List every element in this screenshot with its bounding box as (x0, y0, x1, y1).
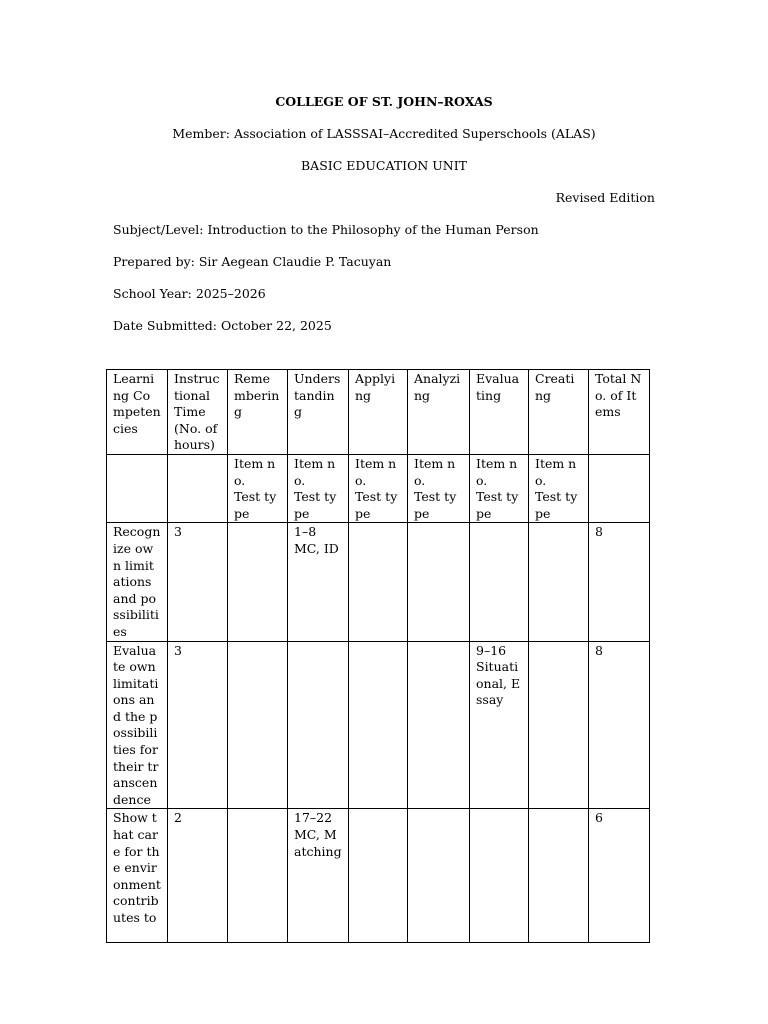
competency-cell: Recognize own limitations and possibilities (107, 523, 168, 641)
subheader-cell (589, 454, 650, 522)
evaluating-cell (470, 809, 529, 943)
subheader-evaluating: Item no. Test type (470, 454, 529, 522)
remembering-cell (228, 809, 288, 943)
edition-label: Revised Edition (555, 190, 655, 205)
subheader-applying: Item no. Test type (349, 454, 408, 522)
applying-cell (349, 641, 408, 809)
competency-cell: Show that care for the environment contributes to (107, 809, 168, 943)
time-cell: 3 (168, 523, 228, 641)
applying-cell (349, 523, 408, 641)
date-submitted: Date Submitted: October 22, 2025 (113, 318, 332, 333)
header-applying: Applying (349, 370, 408, 455)
table-row (107, 809, 650, 943)
unit-name: BASIC EDUCATION UNIT (300, 158, 468, 173)
remembering-cell (228, 641, 288, 809)
prepared-by: Prepared by: Sir Aegean Claudie P. Tacuyan (113, 254, 392, 269)
subheader-cell (168, 454, 228, 522)
time-cell: 3 (168, 641, 228, 809)
header-total-items: Total No. of Items (589, 370, 650, 455)
header-learning-competencies: Learning Competencies (107, 370, 168, 455)
applying-cell (349, 809, 408, 943)
school-year: School Year: 2025–2026 (113, 286, 266, 301)
analyzing-cell (408, 809, 470, 943)
evaluating-cell: 9–16 Situational, Essay (470, 641, 529, 809)
total-cell: 8 (589, 523, 650, 641)
subheader-cell (107, 454, 168, 522)
table-subheader-row (107, 454, 650, 522)
creating-cell (529, 641, 589, 809)
school-name: COLLEGE OF ST. JOHN–ROXAS (275, 94, 493, 109)
evaluating-cell (470, 523, 529, 641)
table-of-specifications (106, 369, 650, 943)
table-header-row (107, 370, 650, 455)
header-instructional-time: Instructional Time (No. of hours) (168, 370, 228, 455)
total-cell: 6 (589, 809, 650, 943)
understanding-cell: 1–8 MC, ID (288, 523, 349, 641)
subheader-creating: Item no. Test type (529, 454, 589, 522)
time-cell: 2 (168, 809, 228, 943)
subject-level: Subject/Level: Introduction to the Philosophy of the Human Person (113, 222, 539, 237)
subheader-analyzing: Item no. Test type (408, 454, 470, 522)
creating-cell (529, 523, 589, 641)
header-evaluating: Evaluating (470, 370, 529, 455)
creating-cell (529, 809, 589, 943)
analyzing-cell (408, 641, 470, 809)
competency-cell: Evaluate own limitations and the possibilities for their transcendence (107, 641, 168, 809)
header-creating: Creating (529, 370, 589, 455)
analyzing-cell (408, 523, 470, 641)
understanding-cell (288, 641, 349, 809)
membership-line: Member: Association of LASSSAI–Accredited Superschools (ALAS) (172, 126, 596, 141)
total-cell: 8 (589, 641, 650, 809)
understanding-cell: 17–22 MC, Matching (288, 809, 349, 943)
header-remembering: Remembering (228, 370, 288, 455)
subheader-understanding: Item no. Test type (288, 454, 349, 522)
table-row (107, 523, 650, 641)
header-analyzing: Analyzing (408, 370, 470, 455)
table-row (107, 641, 650, 809)
remembering-cell (228, 523, 288, 641)
subheader-remembering: Item no. Test type (228, 454, 288, 522)
header-understanding: Understanding (288, 370, 349, 455)
